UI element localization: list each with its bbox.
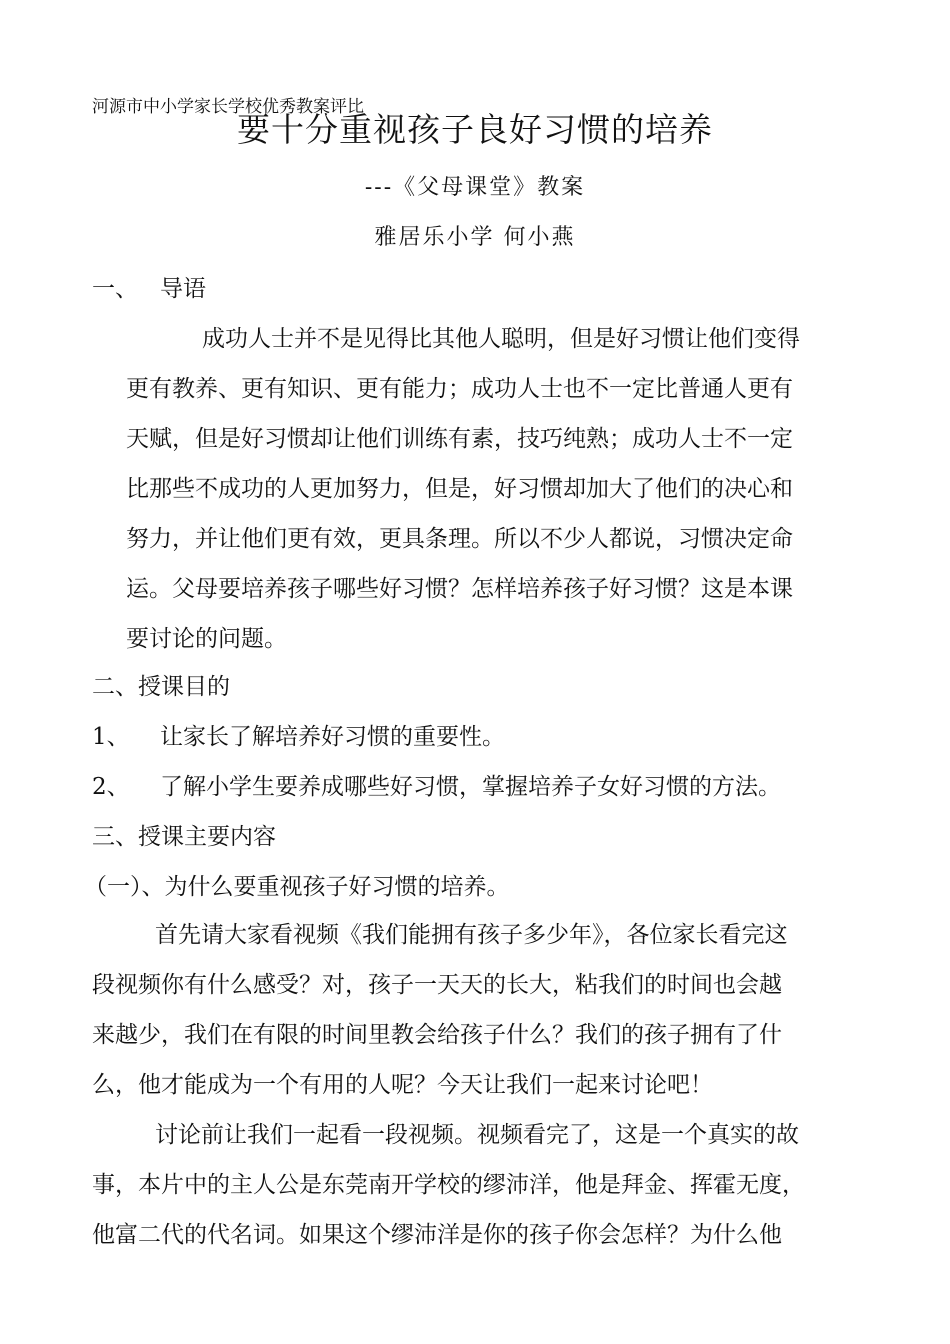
paragraph-1-line: 来越少，我们在有限的时间里教会给孩子什么？我们的孩子拥有了什: [92, 1022, 782, 1048]
paragraph-2-line: 事，本片中的主人公是东莞南开学校的缪沛洋，他是拜金、挥霍无度，: [92, 1172, 805, 1198]
document-author: 雅居乐小学 何小燕: [374, 225, 576, 250]
intro-line: 要讨论的问题。: [126, 626, 287, 652]
goal-2-number: 2、: [92, 774, 130, 800]
intro-line: 更有教养、更有知识、更有能力；成功人士也不一定比普通人更有: [126, 376, 793, 402]
intro-line: 天赋，但是好习惯却让他们训练有素，技巧纯熟；成功人士不一定: [126, 426, 793, 452]
intro-line: 运。父母要培养孩子哪些好习惯？怎样培养孩子好习惯？这是本课: [126, 576, 793, 602]
paragraph-1-line: 么，他才能成为一个有用的人呢？今天让我们一起来讨论吧！: [92, 1072, 713, 1098]
paragraph-2-line: 他富二代的代名词。如果这个缪沛洋是你的孩子你会怎样？为什么他: [92, 1222, 782, 1248]
section-3-heading: 三、授课主要内容: [92, 824, 276, 850]
goal-2-text: 了解小学生要养成哪些好习惯，掌握培养子女好习惯的方法。: [160, 774, 781, 800]
section-1-title: 导语: [160, 276, 206, 302]
document-subtitle: ---《父母课堂》教案: [364, 175, 586, 200]
goal-1-text: 让家长了解培养好习惯的重要性。: [160, 724, 505, 750]
document-title: 要十分重视孩子良好习惯的培养: [237, 110, 713, 149]
section-2-heading: 二、授课目的: [92, 674, 230, 700]
intro-line: 比那些不成功的人更加努力，但是，好习惯却加大了他们的决心和: [126, 476, 793, 502]
intro-line: 成功人士并不是见得比其他人聪明，但是好习惯让他们变得: [202, 326, 800, 352]
header-note: 河源市中小学家长学校优秀教案评比: [92, 97, 364, 117]
paragraph-1-line: 首先请大家看视频《我们能拥有孩子多少年》，各位家长看完这: [155, 922, 788, 948]
subsection-1-heading: （一）、为什么要重视孩子好习惯的培养。: [84, 874, 510, 900]
paragraph-1-line: 段视频你有什么感受？对，孩子一天天的长大，粘我们的时间也会越: [92, 972, 782, 998]
paragraph-2-line: 讨论前让我们一起看一段视频。视频看完了，这是一个真实的故: [155, 1122, 799, 1148]
intro-line: 努力，并让他们更有效，更具条理。所以不少人都说，习惯决定命: [126, 526, 793, 552]
goal-1-number: 1、: [92, 724, 130, 750]
section-1-number: 一、: [92, 276, 138, 302]
